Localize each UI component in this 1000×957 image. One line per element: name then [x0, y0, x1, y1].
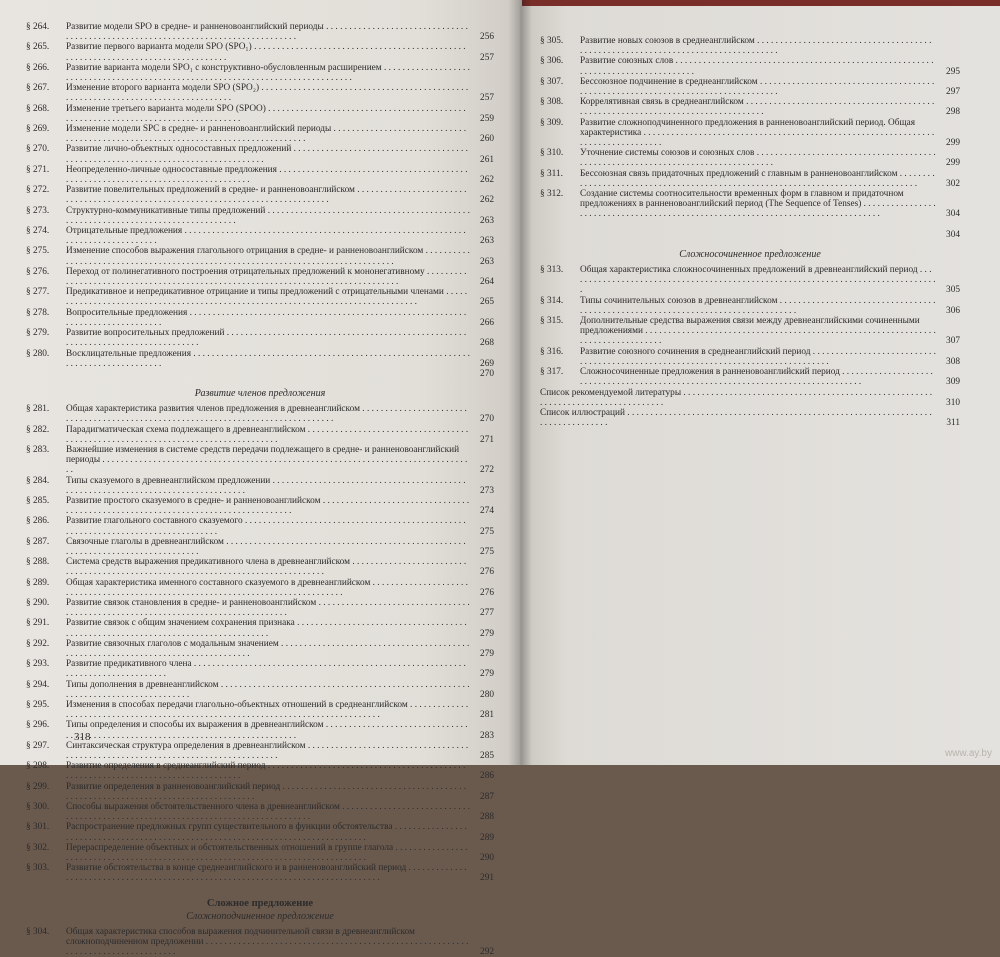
toc-entry-page: 257	[480, 93, 494, 104]
toc-entry	[26, 741, 494, 761]
toc-entry-number: § 277.	[26, 287, 50, 298]
toc-entry-title: Восклицательные предложения . . .	[66, 349, 470, 369]
toc-entry	[26, 927, 494, 957]
toc-entry-page: 277	[480, 608, 494, 619]
toc-entry-title: Синтаксическая структура определения в древнеанглийском . . .	[66, 741, 470, 761]
toc-entry-page: 270	[480, 368, 494, 379]
toc-entry	[26, 557, 494, 577]
toc-entry-number: § 292.	[26, 638, 50, 649]
toc-entry-title: Развитие связочных глаголов с модальным значением . . .	[66, 639, 470, 659]
toc-entry-page: 263	[480, 215, 494, 226]
toc-entry-page: 270	[480, 414, 494, 425]
toc-entry-page: 298	[946, 107, 960, 118]
toc-entry-page: 272	[480, 465, 494, 476]
toc-entry	[26, 659, 494, 679]
toc-entry-number: § 316.	[540, 346, 564, 357]
toc-entry-title: Распространение предложных групп существительного в функции обстоятельства . . .	[66, 822, 470, 842]
toc-entry-number: § 303.	[26, 863, 50, 874]
toc-entry-number: § 274.	[26, 226, 50, 237]
toc-entry-page: 279	[480, 669, 494, 680]
toc-entry-continuation	[26, 369, 494, 379]
toc-entry	[26, 425, 494, 445]
toc-entry-page: 285	[480, 751, 494, 762]
toc-entry-title: Развитие простого сказуемого в средне- и ранненовоанглийском . . .	[66, 496, 470, 516]
toc-entry	[26, 476, 494, 496]
toc-entry	[540, 36, 960, 56]
toc-entry-title: Предикативное и непредикативное отрицание и типы предложений с отрицательными членами . . .	[66, 287, 470, 307]
toc-entry-page: 264	[480, 277, 494, 288]
toc-entry-number: § 302.	[26, 842, 50, 853]
toc-entry-page: 288	[480, 812, 494, 823]
toc-entry-number: § 300.	[26, 802, 50, 813]
toc-entry	[26, 802, 494, 822]
toc-entry-title: Неопределенно-личные односоставные предложения . . .	[66, 165, 470, 185]
toc-entry-page: 273	[480, 485, 494, 496]
toc-entry-title: Типы определения и способы их выражения в древнеанглийском . . .	[66, 720, 470, 740]
toc-entry	[26, 700, 494, 720]
toc-entry	[26, 822, 494, 842]
toc-entry-page: 269	[480, 358, 494, 369]
toc-entry	[26, 537, 494, 557]
toc-entry-page: 280	[480, 689, 494, 700]
toc-entry	[26, 246, 494, 266]
toc-entry-number: § 288.	[26, 557, 50, 568]
toc-entry-title: Изменения в способах передачи глагольно-объектных отношений в среднеанглийском . . .	[66, 700, 470, 720]
toc-entry-number: § 314.	[540, 295, 564, 306]
toc-entry-title: Коррелятивная связь в среднеанглийском . . .	[580, 97, 936, 117]
toc-entry-number: § 313.	[540, 265, 564, 276]
toc-entry	[26, 63, 494, 83]
toc-entry-title: Изменение второго варианта модели SPO (SPO₂) . . .	[66, 83, 470, 103]
toc-entry	[26, 104, 494, 124]
toc-entry-page: 263	[480, 256, 494, 267]
toc-entry-page: 306	[946, 305, 960, 316]
toc-entry-page: 297	[946, 87, 960, 98]
right-page	[520, 6, 1000, 765]
toc-entry-page: 279	[480, 628, 494, 639]
toc-entry-page: 289	[480, 832, 494, 843]
toc-entry	[26, 639, 494, 659]
toc-entry	[26, 578, 494, 598]
toc-list-left-members	[26, 404, 494, 884]
toc-entry	[26, 782, 494, 802]
toc-entry-title: Развитие первого варианта модели SPO (SPO₁) . . .	[66, 42, 470, 62]
toc-entry	[26, 124, 494, 144]
toc-entry-number: § 307.	[540, 76, 564, 87]
toc-entry-page: 263	[480, 236, 494, 247]
toc-entry-number: § 276.	[26, 266, 50, 277]
page-number: 318	[74, 731, 91, 743]
toc-entry-title: Изменение способов выражения глагольного отрицания в средне- и ранненовоанглийском . . .	[66, 246, 470, 266]
toc-entry-page: 274	[480, 506, 494, 517]
toc-entry-page: 276	[480, 567, 494, 578]
toc-entry-number: § 278.	[26, 307, 50, 318]
toc-entry	[26, 404, 494, 424]
toc-entry	[540, 169, 960, 189]
toc-entry-number: § 317.	[540, 367, 564, 378]
toc-entry	[26, 83, 494, 103]
toc-entry-page: 292	[480, 947, 494, 957]
section-heading-complex: Сложное предложение	[206, 897, 314, 909]
toc-entry	[26, 328, 494, 348]
section-heading-subordinate: Сложноподчиненное предложение	[186, 910, 334, 922]
toc-entry	[26, 618, 494, 638]
toc-entry-page: 295	[946, 66, 960, 77]
toc-entry-page: 268	[480, 338, 494, 349]
toc-entry-number: § 279.	[26, 328, 50, 339]
toc-entry-number: § 309.	[540, 117, 564, 128]
toc-entry-title: Развитие лично-объектных односоставных предложений . . .	[66, 144, 470, 164]
toc-entry-number: § 312.	[540, 189, 564, 200]
toc-entry-title: Развитие глагольного составного сказуемого . . .	[66, 516, 470, 536]
toc-entry-title: Общая характеристика развития членов предложения в древнеанглийском . . .	[66, 404, 470, 424]
toc-entry-number: § 305.	[540, 36, 564, 46]
toc-entry-page: 279	[480, 648, 494, 659]
toc-entry	[540, 316, 960, 347]
toc-entry-number: § 283.	[26, 444, 50, 455]
toc-entry-title: Развитие вопросительных предложений . . .	[66, 328, 470, 348]
toc-entry-number: § 264.	[26, 22, 50, 32]
toc-entry-page: 259	[480, 113, 494, 124]
toc-entry-page: 281	[480, 710, 494, 721]
toc-entry-page: 299	[946, 158, 960, 169]
toc-entry	[26, 680, 494, 700]
toc-entry-number: § 273.	[26, 205, 50, 216]
toc-entry-page: 310	[946, 397, 960, 408]
toc-entry	[540, 367, 960, 387]
toc-entry-page: 276	[480, 587, 494, 598]
toc-entry-number: § 281.	[26, 404, 50, 415]
toc-entry-number: § 297.	[26, 740, 50, 751]
toc-entry-page: 308	[946, 356, 960, 367]
toc-entry	[540, 296, 960, 316]
toc-entry-title: Развитие повелительных предложений в средне- и ранненовоанглийском . . .	[66, 185, 470, 205]
toc-entry-number: § 299.	[26, 781, 50, 792]
toc-entry	[26, 226, 494, 246]
toc-entry-title: Развитие определения в ранненовоанглийский период . . .	[66, 782, 470, 802]
toc-entry-page: 261	[480, 154, 494, 165]
toc-entry	[26, 598, 494, 618]
toc-entry-title: Изменение модели SPC в средне- и ранненовоанглийский периоды . . .	[66, 124, 470, 144]
toc-entry-number: § 304.	[26, 926, 50, 937]
toc-entry	[26, 206, 494, 226]
toc-entry	[540, 347, 960, 367]
toc-entry-number: § 275.	[26, 246, 50, 257]
toc-entry-title: Перераспределение объектных и обстоятельственных отношений в группе глагола . . .	[66, 843, 470, 863]
toc-entry-continuation	[540, 220, 960, 240]
toc-entry-number: § 290.	[26, 597, 50, 608]
toc-entry-title: Развитие модели SPO в средне- и ранненовоанглийский периоды . . .	[66, 22, 470, 42]
toc-entry-number: § 270.	[26, 144, 50, 155]
toc-entry-page: 260	[480, 134, 494, 145]
toc-entry-page: 311	[946, 418, 960, 429]
toc-entry-number: § 271.	[26, 164, 50, 175]
toc-entry	[540, 189, 960, 220]
toc-entry-title: Развитие определения в среднеанглийский период . . .	[66, 761, 470, 781]
toc-entry-number: § 311.	[540, 168, 563, 179]
toc-entry-page: 262	[480, 195, 494, 206]
toc-entry	[26, 22, 494, 42]
book-gutter	[508, 0, 532, 765]
toc-entry-title: Развитие варианта модели SPO₁ с конструктивно-обусловленным расширением . . .	[66, 63, 470, 83]
toc-entry-title: Развитие связок становления в средне- и ранненовоанглийском . . .	[66, 598, 470, 618]
toc-entry	[26, 496, 494, 516]
toc-entry-number: § 287.	[26, 536, 50, 547]
toc-entry-page: 283	[480, 730, 494, 741]
toc-entry	[540, 77, 960, 97]
toc-entry-number: § 265.	[26, 42, 50, 53]
toc-entry-title: Развитие предикативного члена . . .	[66, 659, 470, 679]
toc-entry-title: Общая характеристика именного составного сказуемого в древнеанглийском . . .	[66, 578, 470, 598]
toc-entry-page: 302	[946, 178, 960, 189]
toc-entry-title: Важнейшие изменения в системе средств передачи подлежащего в средне- и ранненовоанглийский периоды . . .	[66, 445, 470, 476]
toc-entry	[540, 265, 960, 296]
toc-entry-page: 307	[946, 336, 960, 347]
toc-entry-title: Вопросительные предложения . . .	[66, 308, 470, 328]
watermark: www.ay.by	[944, 748, 992, 759]
toc-entry	[26, 445, 494, 476]
toc-entry-number: § 285.	[26, 495, 50, 506]
toc-entry	[540, 388, 960, 408]
section-heading-compound: Сложносочиненное предложение	[679, 249, 821, 261]
section-heading-members: Развитие членов предложения	[194, 388, 326, 400]
toc-entry-page: 304	[946, 209, 960, 220]
toc-entry-number: § 294.	[26, 679, 50, 690]
toc-entry-number: § 280.	[26, 348, 50, 359]
toc-entry-number: § 308.	[540, 97, 564, 108]
toc-entry-title: Развитие обстоятельства в конце среднеанглийского и в ранненовоанглийский период . . .	[66, 863, 470, 883]
toc-entry-title: Типы сказуемого в древнеанглийском предложении . . .	[66, 476, 470, 496]
toc-entry-title: Бессоюзное подчинение в среднеанглийском . . .	[580, 77, 936, 97]
toc-entry	[540, 97, 960, 117]
toc-entry-title: Развитие союзных слов . . .	[580, 56, 936, 76]
toc-entry-title: Общая характеристика способов выражения подчинительной связи в древнеанглийском сложноподчиненном предложении . . .	[66, 927, 470, 957]
toc-entry-number: § 267.	[26, 83, 50, 94]
toc-entry-title: Парадигматическая схема подлежащего в древнеанглийском . . .	[66, 425, 470, 445]
toc-entry-page: 265	[480, 297, 494, 308]
toc-list-right-bottom	[540, 265, 960, 428]
toc-entry-page: 257	[480, 52, 494, 63]
toc-entry-number: § 301.	[26, 822, 50, 833]
toc-entry-number: § 296.	[26, 720, 50, 731]
toc-entry-title: Уточнение системы союзов и союзных слов . . .	[580, 148, 936, 168]
toc-entry-title: Связочные глаголы в древнеанглийском . . .	[66, 537, 470, 557]
toc-entry	[540, 56, 960, 76]
toc-entry-page: 309	[946, 377, 960, 388]
toc-entry-title: Развитие новых союзов в среднеанглийском . . .	[580, 36, 936, 56]
toc-entry-number: § 266.	[26, 62, 50, 73]
toc-entry-number: § 310.	[540, 148, 564, 159]
toc-entry-title: Изменение третьего варианта модели SPO (SPOO) . . .	[66, 104, 470, 124]
toc-entry-page: 275	[480, 526, 494, 537]
toc-entry-number: § 293.	[26, 659, 50, 670]
toc-entry-title: Отрицательные предложения . . .	[66, 226, 470, 246]
toc-entry-number: § 291.	[26, 618, 50, 629]
toc-entry-title: Сложносочиненные предложения в ранненовоанглийский период . . .	[580, 367, 936, 387]
toc-entry	[26, 287, 494, 307]
toc-entry	[26, 267, 494, 287]
toc-entry	[540, 408, 960, 428]
toc-entry-number: § 284.	[26, 475, 50, 486]
toc-entry	[540, 118, 960, 149]
toc-entry-page: 290	[480, 853, 494, 864]
toc-entry-page: 299	[946, 138, 960, 149]
toc-entry-title: Структурно-коммуникативные типы предложений . . .	[66, 206, 470, 226]
toc-entry-title: Создание системы соотносительности временных форм в главном и придаточном предложениях в ранненовоанглийский период (The Sequence of Tenses) . . .	[580, 189, 936, 220]
toc-entry-title: Переход от полинегативного построения отрицательных предложений к мононегативному . . .	[66, 267, 470, 287]
toc-entry	[26, 761, 494, 781]
toc-entry	[26, 349, 494, 369]
toc-entry-page: 286	[480, 771, 494, 782]
toc-list-left-bottom	[26, 927, 494, 957]
toc-entry-number: § 295.	[26, 700, 50, 710]
toc-entry-title: Развитие союзного сочинения в среднеанглийский период . . .	[580, 347, 936, 367]
toc-entry-number: § 298.	[26, 761, 50, 772]
toc-entry-title: Дополнительные средства выражения связи между древнеанглийскими сочиненными предложениями . . .	[580, 316, 936, 347]
toc-entry	[26, 42, 494, 62]
toc-list-left-top	[26, 22, 494, 379]
toc-entry-page: 304	[946, 229, 960, 240]
toc-entry-number: § 286.	[26, 516, 50, 527]
toc-entry-number: § 269.	[26, 124, 50, 135]
toc-entry-title: Бессоюзная связь придаточных предложений с главным в ранненовоанглийском . . .	[580, 169, 936, 189]
toc-entry	[26, 308, 494, 328]
toc-entry	[26, 185, 494, 205]
toc-entry-title: Общая характеристика сложносочиненных предложений в древнеанглийский период . . .	[580, 265, 936, 296]
toc-entry	[540, 148, 960, 168]
toc-entry-number: § 282.	[26, 424, 50, 435]
toc-entry-page: 271	[480, 434, 494, 445]
toc-entry	[26, 165, 494, 185]
toc-entry-page: 305	[946, 285, 960, 296]
toc-entry-number: § 272.	[26, 185, 50, 196]
toc-entry	[26, 516, 494, 536]
toc-entry	[26, 720, 494, 740]
toc-entry-page: 287	[480, 791, 494, 802]
toc-entry-title: Список рекомендуемой литературы . . .	[540, 388, 936, 408]
toc-entry-title: Развитие сложноподчиненного предложения в ранненовоанглийский период. Общая характеристика . . .	[580, 118, 936, 149]
toc-entry-title: Типы дополнения в древнеанглийском . . .	[66, 680, 470, 700]
toc-entry-page: 262	[480, 175, 494, 186]
toc-entry-number: § 306.	[540, 56, 564, 67]
toc-entry-title: Развитие связок с общим значением сохранения признака . . .	[66, 618, 470, 638]
toc-entry-page: 256	[480, 32, 494, 43]
toc-entry-title: Система средств выражения предикативного члена в древнеанглийском . . .	[66, 557, 470, 577]
toc-entry	[26, 843, 494, 863]
toc-entry-page: 291	[480, 873, 494, 884]
toc-entry-number: § 268.	[26, 103, 50, 114]
toc-entry-number: § 289.	[26, 577, 50, 588]
toc-entry-page: 266	[480, 317, 494, 328]
toc-entry-page: 275	[480, 546, 494, 557]
toc-entry-title: Типы сочинительных союзов в древнеанглийском . . .	[580, 296, 936, 316]
toc-list-right-top	[540, 36, 960, 240]
toc-entry-title: Способы выражения обстоятельственного члена в древнеанглийском . . .	[66, 802, 470, 822]
toc-entry	[26, 144, 494, 164]
toc-entry	[26, 863, 494, 883]
toc-entry-title: Список иллюстраций . . .	[540, 408, 936, 428]
toc-entry-number: § 315.	[540, 316, 564, 327]
